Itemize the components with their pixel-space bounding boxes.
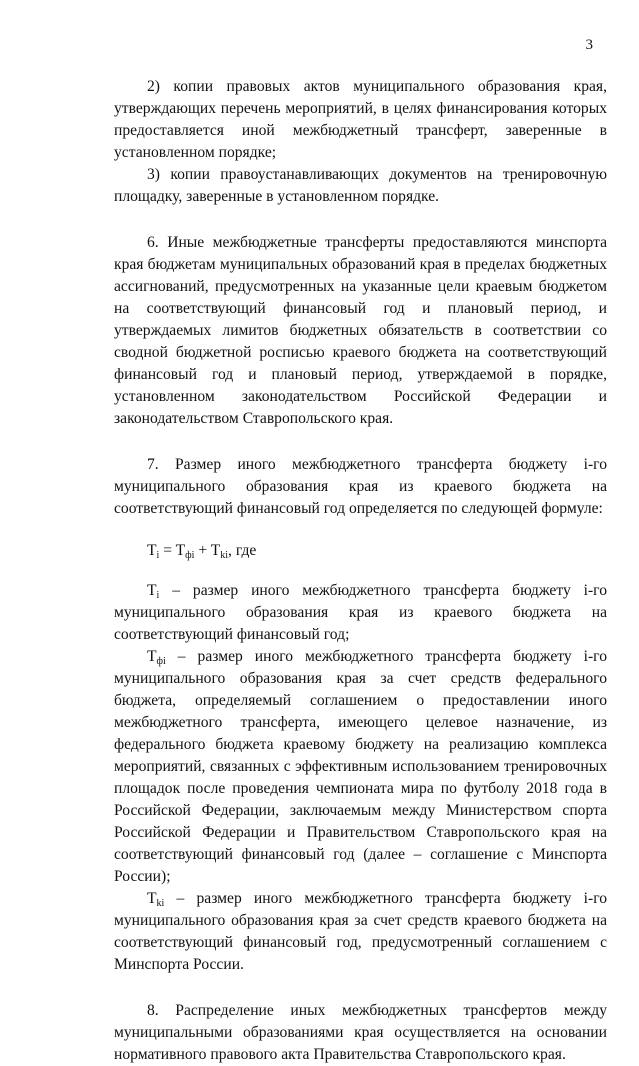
- definition-tfi: [114, 646, 607, 888]
- definition-tki: [114, 888, 607, 976]
- definition-ti: [114, 580, 607, 646]
- formula-term-1-sub: фi: [185, 550, 195, 561]
- symbol-tki-sub: ki: [156, 898, 165, 909]
- symbol-ti-sub: i: [156, 590, 160, 601]
- paragraph-6: 6. Иные межбюджетные трансферты предоставляются минспорта края бюджетам муниципальных образований края в пределах бюджетных ассигнований, предусмотренных на указанные цели краевым бюджетом на соответствующий финансовый год и плановый период, и утверждаемых лимитов бюджетных обязательств в соответствии со сводной бюджетной росписью краевого бюджета на соответствующий финансовый год и плановый период, утверждаемой в порядке, установленном законодательством Российской Федерации и законодательством Ставропольского края.: [114, 234, 607, 427]
- formula-term-2-sub: ki: [220, 550, 229, 561]
- document-body: [114, 76, 607, 1066]
- definition-tki-text: – размер иного межбюджетного трансферта бюджету i-го муниципального образования края за счет средств краевого бюджета на соответствующий финансовый год, предусмотренный соглашением с Минспорта России.: [114, 890, 607, 973]
- paragraph-item-3: 3) копии правоустанавливающих документов на тренировочную площадку, заверенные в установленном порядке.: [114, 166, 607, 205]
- symbol-tfi: T: [147, 648, 157, 665]
- definition-ti-text: – размер иного межбюджетного трансферта бюджету i-го муниципального образования края из краевого бюджета на соответствующий финансовый год;: [114, 582, 607, 643]
- formula: [114, 540, 607, 562]
- formula-lhs: T: [147, 542, 157, 559]
- page-number: 3: [585, 37, 593, 53]
- paragraph-8: 8. Распределение иных межбюджетных трансфертов между муниципальными образованиями края осуществляется на основании нормативного правового акта Правительства Ставропольского края.: [114, 1002, 607, 1063]
- formula-plus: +: [194, 542, 211, 559]
- symbol-ti: T: [147, 582, 157, 599]
- symbol-tki: T: [147, 890, 157, 907]
- formula-term-2: T: [210, 542, 221, 559]
- formula-eq: =: [159, 542, 176, 559]
- symbol-tfi-sub: фi: [156, 656, 166, 667]
- formula-lhs-sub: i: [156, 550, 160, 561]
- definition-tfi-text: – размер иного межбюджетного трансферта бюджету i-го муниципального образования края за счет средств федерального бюджета, определяемый соглашением о предоставлении иного межбюджетного трансферта, имеющего целевое назначение, из федерального бюджета краевому бюджету на реализацию комплекса мероприятий, связанных с эффективным использованием тренировочных площадок после проведения чемпионата мира по футболу 2018 года в Российской Федерации, заключаемым между Министерством спорта Российской Федерации и Правительством Ставропольского края на соответствующий финансовый год (далее – соглашение с Минспорта России);: [114, 648, 607, 885]
- formula-suffix: , где: [228, 542, 257, 559]
- paragraph-item-2: 2) копии правовых актов муниципального образования края, утверждающих перечень мероприятий, в целях финансирования которых предоставляется иной межбюджетный трансферт, заверенные в установленном порядке;: [114, 78, 607, 161]
- paragraph-7: 7. Размер иного межбюджетного трансферта бюджету i-го муниципального образования края из краевого бюджета на соответствующий финансовый год определяется по следующей формуле:: [114, 456, 607, 517]
- formula-term-1: T: [175, 542, 186, 559]
